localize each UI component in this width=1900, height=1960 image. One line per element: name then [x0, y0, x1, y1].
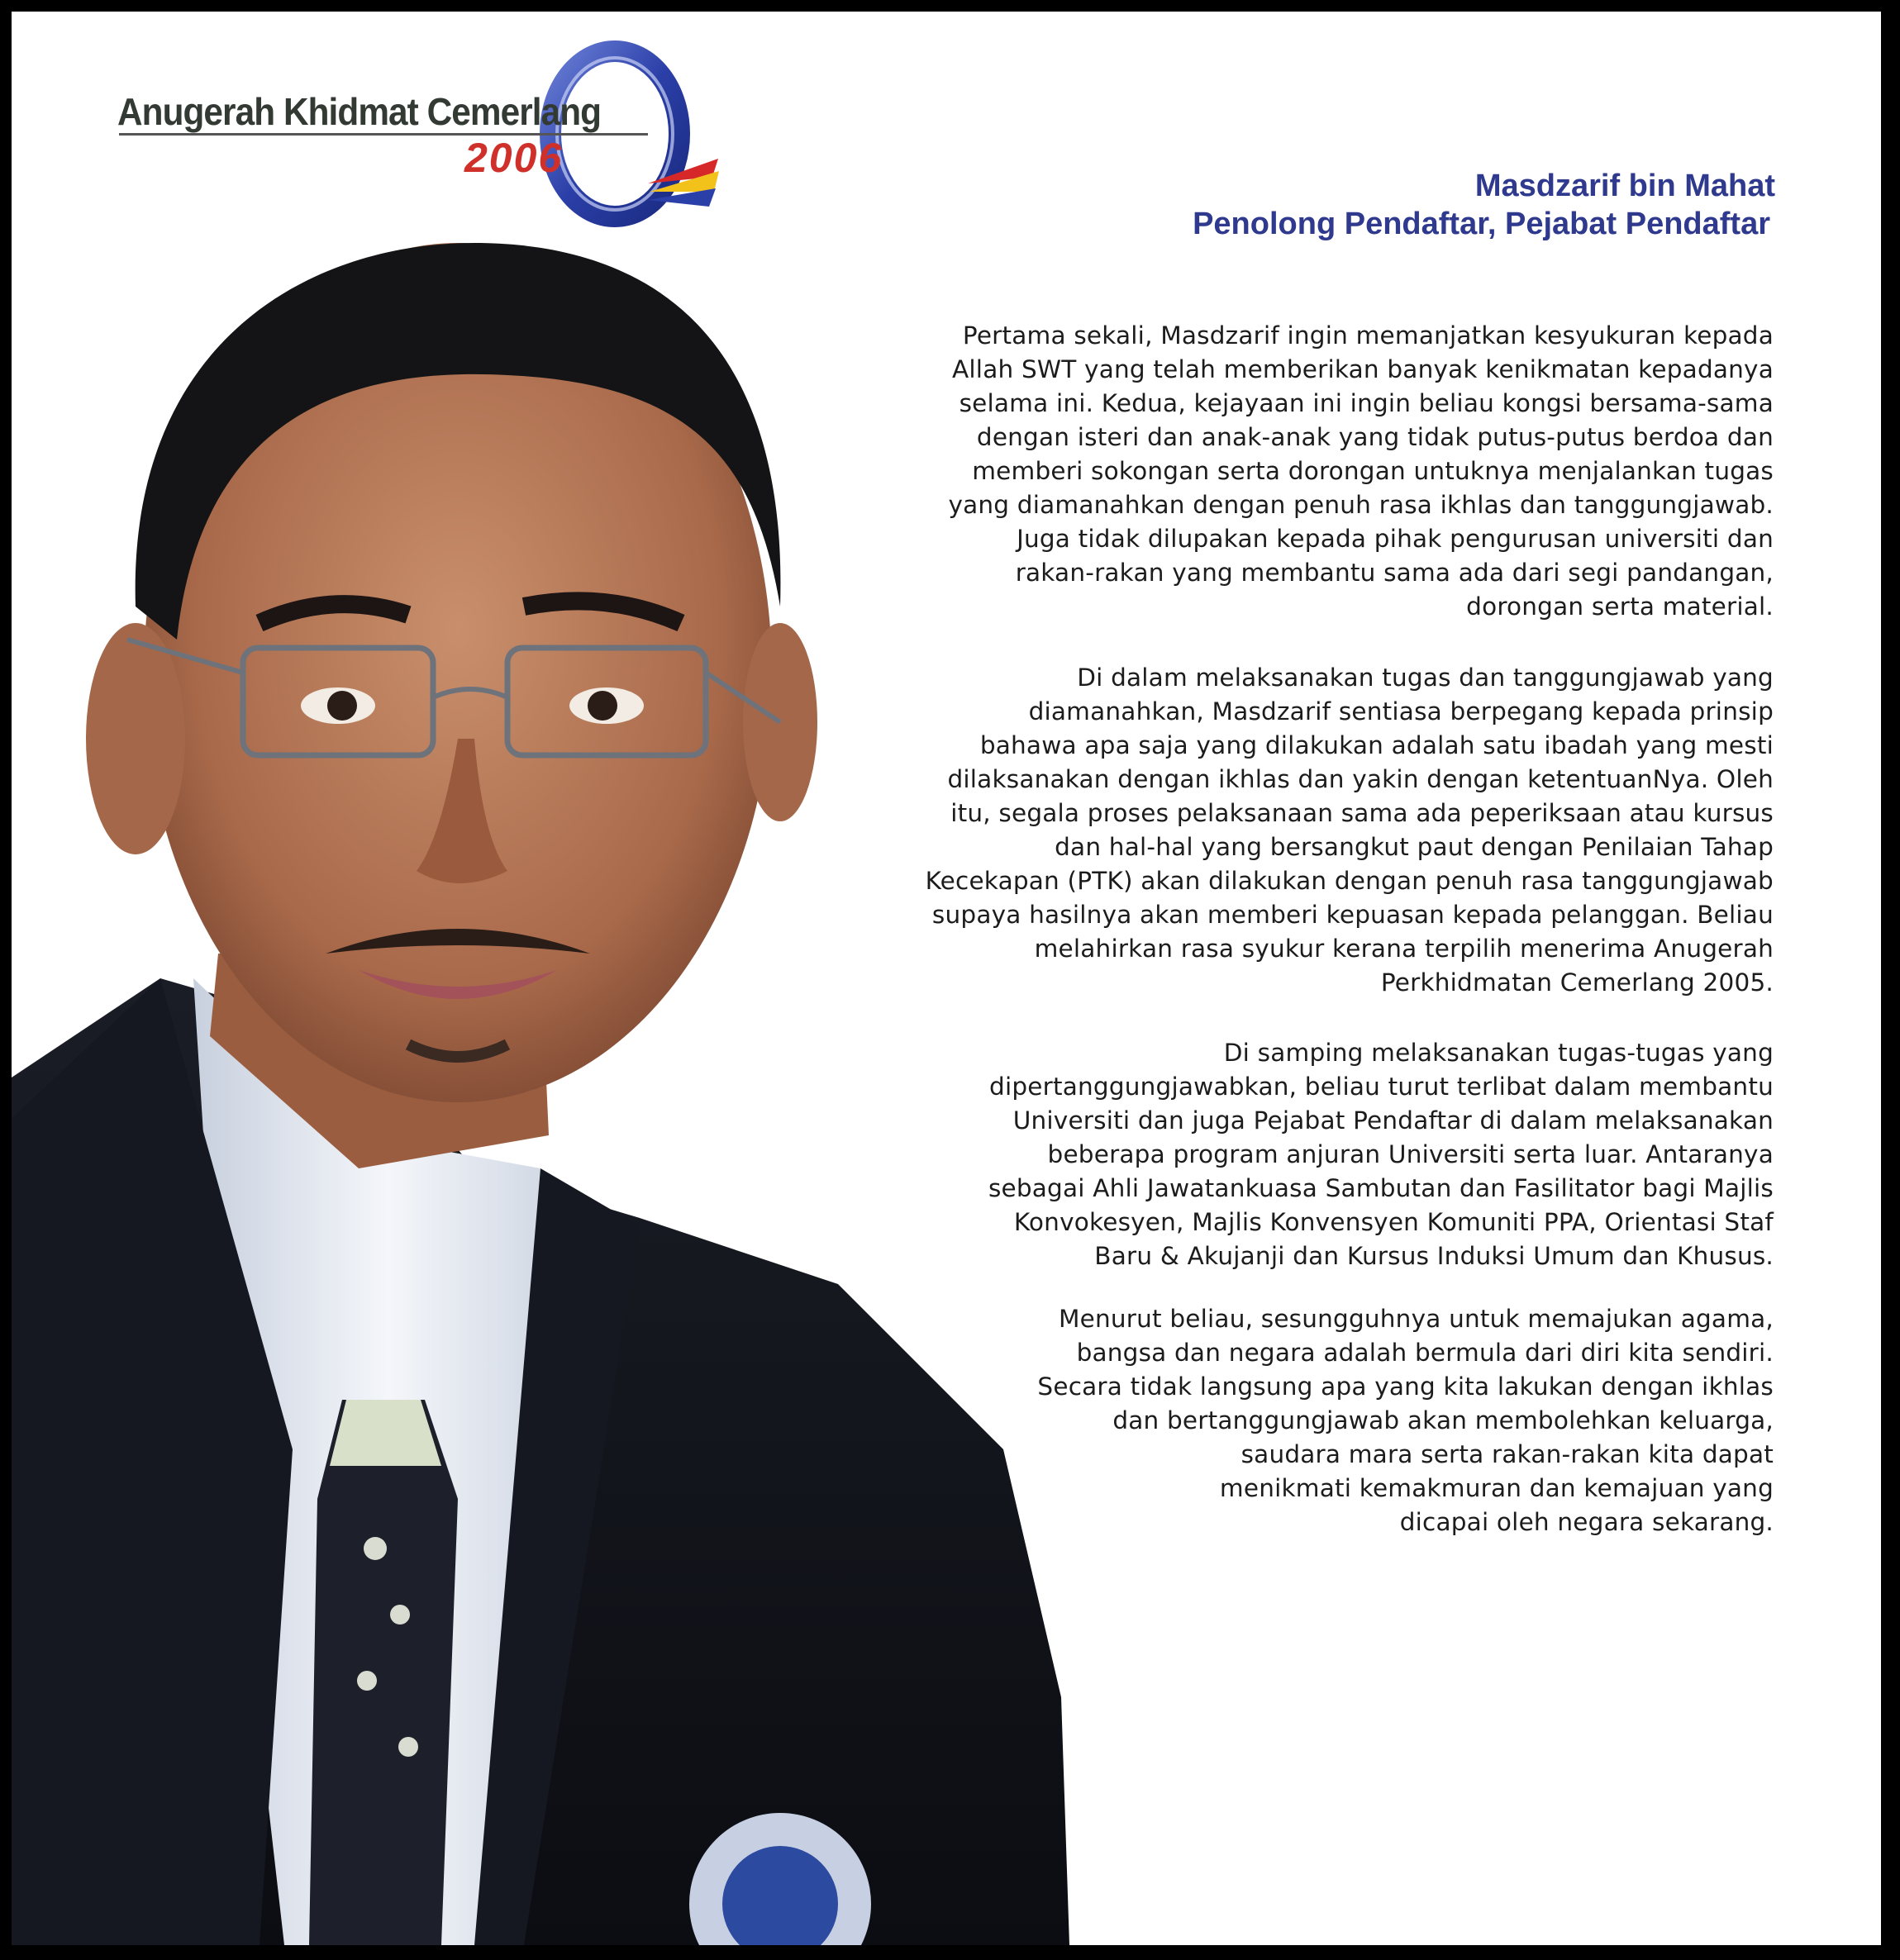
text-line: selama ini. Kedua, kejayaan ini ingin beliau kongsi bersama-sama — [959, 389, 1774, 417]
text-line: Universiti dan juga Pejabat Pendaftar di dalam melaksanakan — [1012, 1106, 1774, 1135]
text-line: saudara mara serta rakan-rakan kita dapat — [1240, 1440, 1774, 1468]
text-line: Di dalam melaksanakan tugas dan tanggungjawab yang — [1077, 664, 1774, 692]
text-line: diamanahkan, Masdzarif sentiasa berpegang kepada prinsip — [1028, 697, 1774, 725]
text-line: Perkhidmatan Cemerlang 2005. — [1380, 968, 1774, 997]
text-line: sebagai Ahli Jawatankuasa Sambutan dan Fasilitator bagi Majlis — [988, 1174, 1774, 1202]
text-line: menikmati kemakmuran dan kemajuan yang — [1219, 1474, 1774, 1502]
logo-title: Anugerah Khidmat Cemerlang — [117, 90, 602, 133]
text-line: Menurut beliau, sesungguhnya untuk memajukan agama, — [1059, 1305, 1774, 1333]
text-line: Kecekapan (PTK) akan dilakukan dengan penuh rasa tanggungjawab — [925, 867, 1774, 895]
paragraph-4 — [1037, 1302, 1774, 1539]
paragraph-1 — [948, 319, 1774, 624]
text-line: dilaksanakan dengan ikhlas dan yakin dengan ketentuanNya. Oleh — [947, 765, 1774, 793]
text-line: dan bertanggungjawab akan membolehkan keluarga, — [1112, 1406, 1774, 1434]
text-line: bangsa dan negara adalah bermula dari diri kita sendiri. — [1076, 1339, 1774, 1367]
text-line: dipertanggungjawabkan, beliau turut terlibat dalam membantu — [989, 1073, 1774, 1101]
text-line: supaya hasilnya akan memberi kepuasan kepada pelanggan. Beliau — [931, 901, 1774, 929]
text-line: rakan-rakan yang membantu sama ada dari segi pandangan, — [1015, 559, 1774, 587]
text-line: itu, segala proses pelaksanaan sama ada peperiksaan atau kursus — [950, 799, 1774, 827]
text-line: Pertama sekali, Masdzarif ingin memanjatkan kesyukuran kepada — [962, 321, 1774, 350]
page — [12, 12, 1881, 1945]
paragraph-2 — [926, 661, 1774, 1000]
text-line: Allah SWT yang telah memberikan banyak kenikmatan kepadanya — [952, 355, 1774, 383]
text-line: dan hal-hal yang bersangkut paut dengan Penilaian Tahap — [1055, 833, 1774, 861]
person-title: Penolong Pendaftar, Pejabat Pendaftar — [1193, 207, 1770, 241]
text-line: beberapa program anjuran Universiti serta luar. Antaranya — [1047, 1140, 1774, 1168]
text-line: Secara tidak langsung apa yang kita lakukan dengan ikhlas — [1037, 1372, 1774, 1401]
logo-year: 2006 — [464, 135, 564, 181]
logo-underline — [119, 133, 648, 136]
text-line: Baru & Akujanji dan Kursus Induksi Umum dan Khusus. — [1094, 1242, 1774, 1270]
text-line: Di samping melaksanakan tugas-tugas yang — [1223, 1039, 1774, 1067]
award-logo — [61, 25, 722, 240]
text-line: dicapai oleh negara sekarang. — [1399, 1508, 1774, 1536]
paragraph-3 — [988, 1036, 1774, 1273]
portrait-photo — [12, 210, 1086, 1945]
text-line: dengan isteri dan anak-anak yang tidak putus-putus berdoa dan — [976, 423, 1774, 451]
text-line: Konvokesyen, Majlis Konvensyen Komuniti PPA, Orientasi Staf — [1013, 1208, 1774, 1236]
text-line: yang diamanahkan dengan penuh rasa ikhlas dan tanggungjawab. — [948, 491, 1774, 519]
text-line: memberi sokongan serta dorongan untuknya menjalankan tugas — [972, 457, 1774, 485]
text-line: dorongan serta material. — [1466, 592, 1774, 621]
person-name: Masdzarif bin Mahat — [1474, 169, 1775, 203]
text-line: Juga tidak dilupakan kepada pihak pengurusan universiti dan — [1017, 525, 1774, 553]
text-line: melahirkan rasa syukur kerana terpilih menerima Anugerah — [1034, 935, 1774, 963]
text-line: bahawa apa saja yang dilakukan adalah satu ibadah yang mesti — [979, 731, 1774, 759]
